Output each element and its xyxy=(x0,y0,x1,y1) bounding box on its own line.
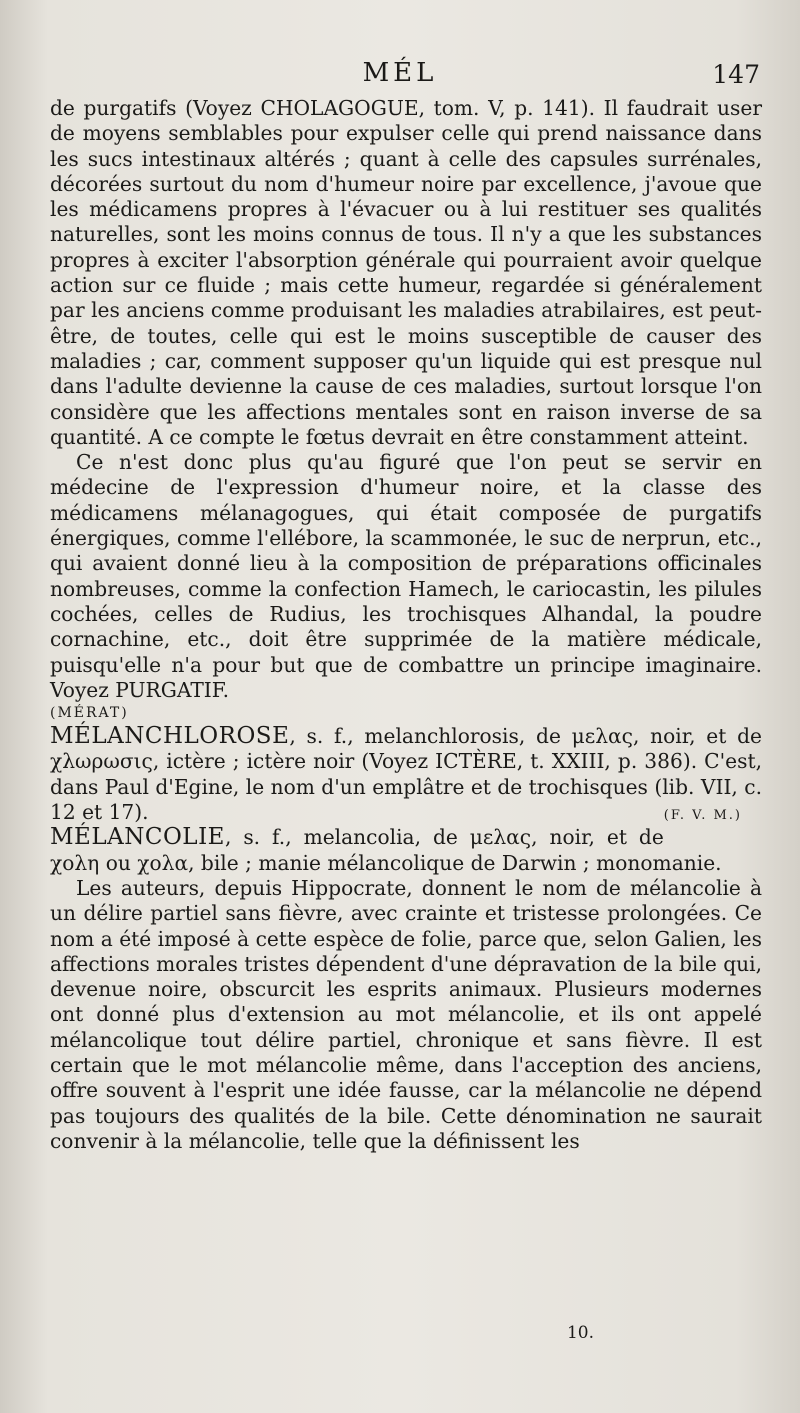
entry-melancolie xyxy=(50,825,762,876)
signature-mark: 10. xyxy=(566,1323,594,1343)
entry-melanchlorose xyxy=(50,724,762,825)
page-title: MÉL xyxy=(362,58,438,88)
entry-headword: MÉLANCHLOROSE xyxy=(50,723,290,750)
running-head xyxy=(0,58,800,92)
author-signature: (F. V. M.) xyxy=(663,808,742,824)
entry-headword: MÉLANCOLIE xyxy=(50,824,225,851)
body-text xyxy=(50,96,762,1154)
paragraph-melanagogues: Ce n'est donc plus qu'au figuré que l'on peut se servir en médecine de l'expression d'humeur noire, et la classe des médicamens mélanagogues, qui était composée de purgatifs énergiques, comme l'ellébore, la scammonée, le suc de nerprun, etc., qui avaient donné lieu à la composition de préparations officinales nombreuses, comme la confection Hamech, le cariocastin, les pilules cochées, celles de Rudius, les trochisques Alhandal, la poudre cornachine, etc., doit être supprimée de la matière médicale, puisqu'elle n'a pour but que de combattre un principe imaginaire. Voyez PURGATIF. xyxy=(50,450,762,702)
printer-signature xyxy=(50,1323,762,1345)
entry-definition: , s. f., melancolia, de μελας, noir, et de χολη ou χολα, bile ; manie mélancolique de Darwin ; monomanie. xyxy=(50,825,722,875)
paragraph-continuation: de purgatifs (Voyez CHOLAGOGUE, tom. V, p. 141). Il faudrait user de moyens semblables pour expulser celle qui prend naissance dans les sucs intestinaux altérés ; quant à celle des capsules surrénales, décorées surtout du nom d'humeur noire par excellence, j'avoue que les médicamens propres à l'évacuer ou à lui restituer ses qualités naturelles, sont les moins connus de tous. Il n'y a que les substances propres à exciter l'absorption générale qui pourraient avoir quelque action sur ce fluide ; mais cette humeur, regardée si généralement par les anciens comme produisant les maladies atrabilaires, est peut-être, de toutes, celle qui est le moins susceptible de causer des maladies ; car, comment supposer qu'un liquide qui est presque nul dans l'adulte devienne la cause de ces maladies, surtout lorsque l'on considère que les affections mentales sont en raison inverse de sa quantité. A ce compte le fœtus devrait en être constamment atteint. xyxy=(50,96,762,449)
author-signature: (MÉRAT) xyxy=(50,705,129,722)
entry-definition: , s. f., melanchlorosis, de μελας, noir, et de χλωρωσις, ictère ; ictère noir (Voyez ICTÈRE, t. XXIII, p. 386). C'est, dans Paul d'Egine, le nom d'un emplâtre et de trochisques (lib. VII, c. 12 et 17). xyxy=(50,724,762,825)
page-number: 147 xyxy=(712,60,760,89)
paragraph-melancolie-definition: Les auteurs, depuis Hippocrate, donnent le nom de mélancolie à un délire partiel sans fièvre, avec crainte et tristesse prolongées. Ce nom a été imposé à cette espèce de folie, parce que, selon Galien, les affections morales tristes dépendent d'une dépravation de la bile qui, devenue noire, obscurcit les esprits animaux. Plusieurs modernes ont donné plus d'extension au mot mélancolie, et ils ont appelé mélancolique tout délire partiel, chronique et sans fièvre. Il est certain que le mot mélancolie même, dans l'acception des anciens, offre souvent à l'esprit une idée fausse, car la mélancolie ne dépend pas toujours des qualités de la bile. Cette dénomination ne saurait convenir à la mélancolie, telle que la définissent les xyxy=(50,875,762,1153)
